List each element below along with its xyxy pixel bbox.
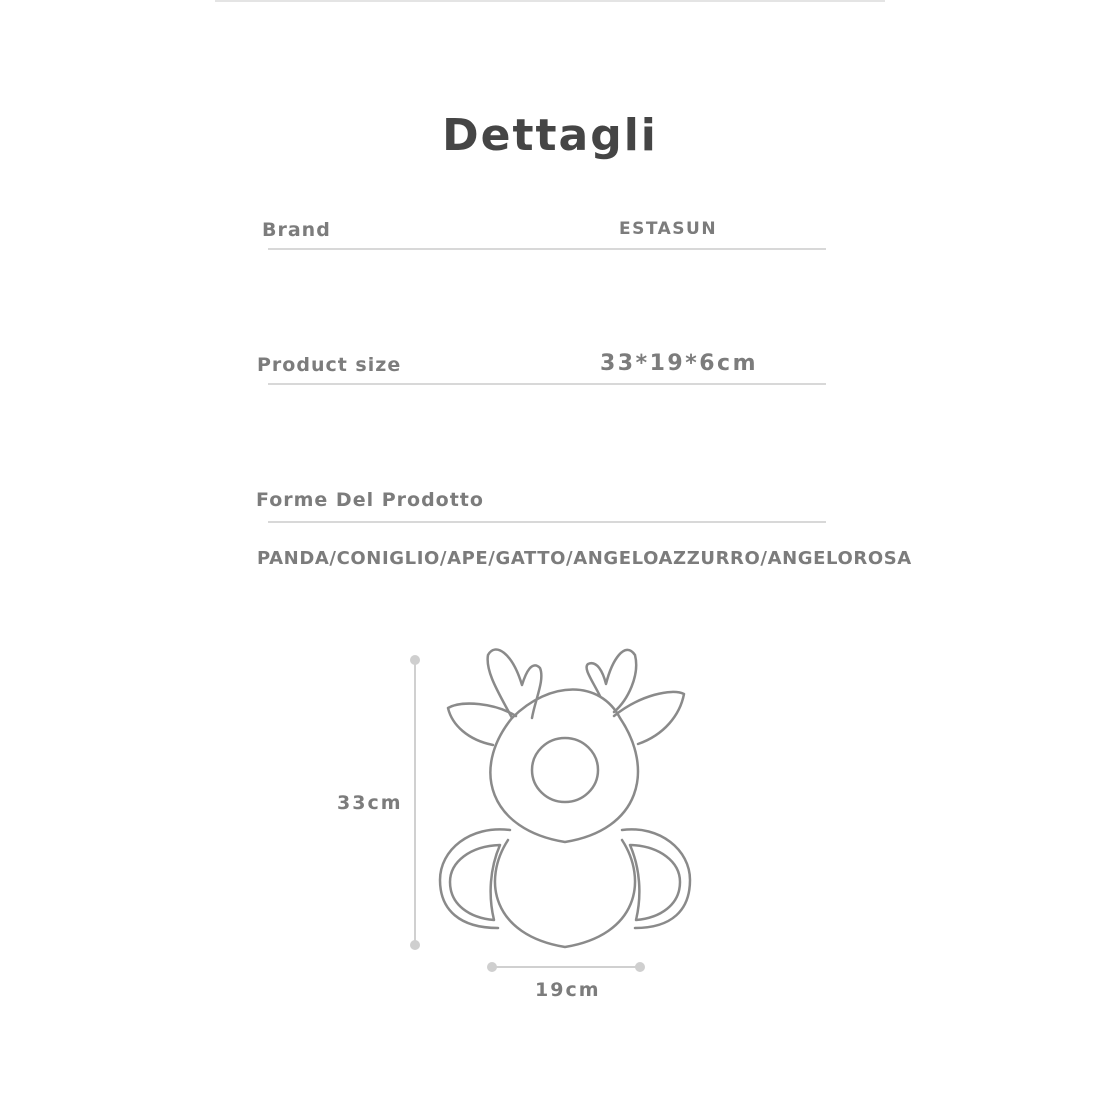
reindeer-head-outline xyxy=(490,690,638,843)
width-dimension-line xyxy=(487,962,645,972)
size-label: Product size xyxy=(257,354,402,376)
right-antler-outline xyxy=(587,650,637,712)
height-dimension-line xyxy=(410,655,420,950)
left-wing-inner-outline xyxy=(450,845,500,920)
page-title: Dettagli xyxy=(442,110,658,161)
brand-value: ESTASUN xyxy=(619,219,718,239)
height-dimension-label: 33cm xyxy=(337,792,403,814)
face-hole-outline xyxy=(532,738,598,802)
right-wing-inner-outline xyxy=(630,845,680,920)
width-dimension-label: 19cm xyxy=(535,979,601,1001)
size-value: 33*19*6cm xyxy=(600,351,759,376)
shapes-label: Forme Del Prodotto xyxy=(256,489,484,511)
body-outline xyxy=(495,840,635,947)
brand-label: Brand xyxy=(262,219,331,241)
shapes-value: PANDA/CONIGLIO/APE/GATTO/ANGELOAZZURRO/ANGELOROSA xyxy=(257,548,912,569)
